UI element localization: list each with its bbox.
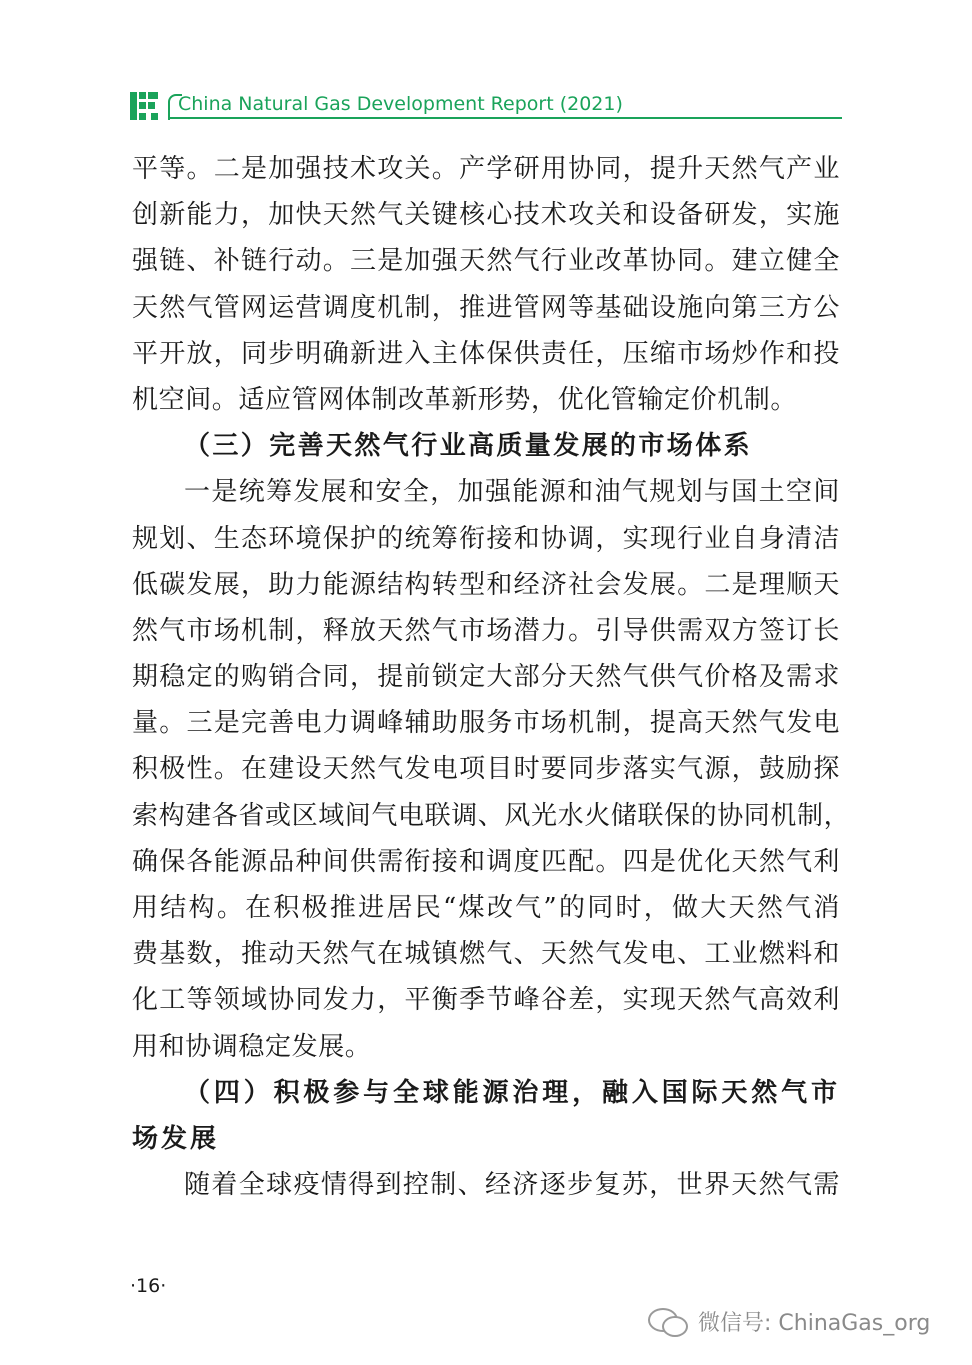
body-text: [132, 146, 851, 1208]
section-heading-line: （三）完善天然气行业高质量发展的市场体系: [184, 431, 753, 462]
paragraph-line: 量。三是完善电力调峰辅助服务市场机制，提高天然气发电: [132, 708, 840, 739]
paragraph-line: 期稳定的购销合同，提前锁定大部分天然气供气价格及需求: [132, 662, 840, 693]
paragraph-line: 平等。二是加强技术攻关。产学研用协同，提升天然气产业: [132, 154, 840, 184]
paragraph-line: 积极性。在建设天然气发电项目时要同步落实气源，鼓励探: [132, 754, 840, 785]
paragraph-line: 化工等领域协同发力，平衡季节峰谷差，实现天然气高效利: [132, 985, 840, 1016]
paragraph-line: 费基数，推动天然气在城镇燃气、天然气发电、工业燃料和: [132, 939, 840, 970]
paragraph-line: 低碳发展，助力能源结构转型和经济社会发展。二是理顺天: [132, 569, 840, 600]
wechat-icon: [648, 1306, 690, 1336]
page-number: ·16·: [130, 1275, 167, 1297]
paragraph-line: 强链、补链行动。三是加强天然气行业改革协同。建立健全: [132, 246, 840, 277]
report-logo-icon: [130, 92, 158, 120]
header-rule: [168, 117, 842, 119]
paragraph-line: 然气市场机制，释放天然气市场潜力。引导供需双方签订长: [132, 615, 840, 646]
paragraph-line: 天然气管网运营调度机制，推进管网等基础设施向第三方公: [132, 292, 840, 323]
paragraph-line: 确保各能源品种间供需衔接和调度匹配。四是优化天然气利: [132, 846, 840, 877]
paragraph-line: 索构建各省或区域间气电联调、风光水火储联保的协同机制，: [132, 800, 851, 831]
paragraph-line: 随着全球疫情得到控制、经济逐步复苏，世界天然气需: [184, 1170, 840, 1201]
section-heading-line: （四）积极参与全球能源治理，融入国际天然气市: [184, 1077, 840, 1108]
running-header: [130, 86, 842, 126]
wechat-watermark: [648, 1304, 930, 1338]
paragraph-line: 平开放，同步明确新进入主体保供责任，压缩市场炒作和投: [132, 338, 840, 369]
header-title: China Natural Gas Development Report (2021): [178, 93, 623, 115]
paragraph-line: 一是统筹发展和安全，加强能源和油气规划与国土空间: [184, 477, 840, 508]
section-heading-line: 场发展: [132, 1123, 220, 1154]
paragraph-line: 用结构。在积极推进居民“煤改气”的同时，做大天然气消: [132, 893, 840, 923]
paragraph-line: 创新能力，加快天然气关键核心技术攻关和设备研发，实施: [132, 200, 840, 231]
paragraph-line: 用和协调稳定发展。: [132, 1031, 372, 1062]
paragraph-line: 规划、生态环境保护的统筹衔接和协调，实现行业自身清洁: [132, 523, 840, 554]
watermark-text: 微信号: ChinaGas_org: [698, 1310, 931, 1336]
paragraph-line: 机空间。适应管网体制改革新形势，优化管输定价机制。: [132, 384, 798, 415]
